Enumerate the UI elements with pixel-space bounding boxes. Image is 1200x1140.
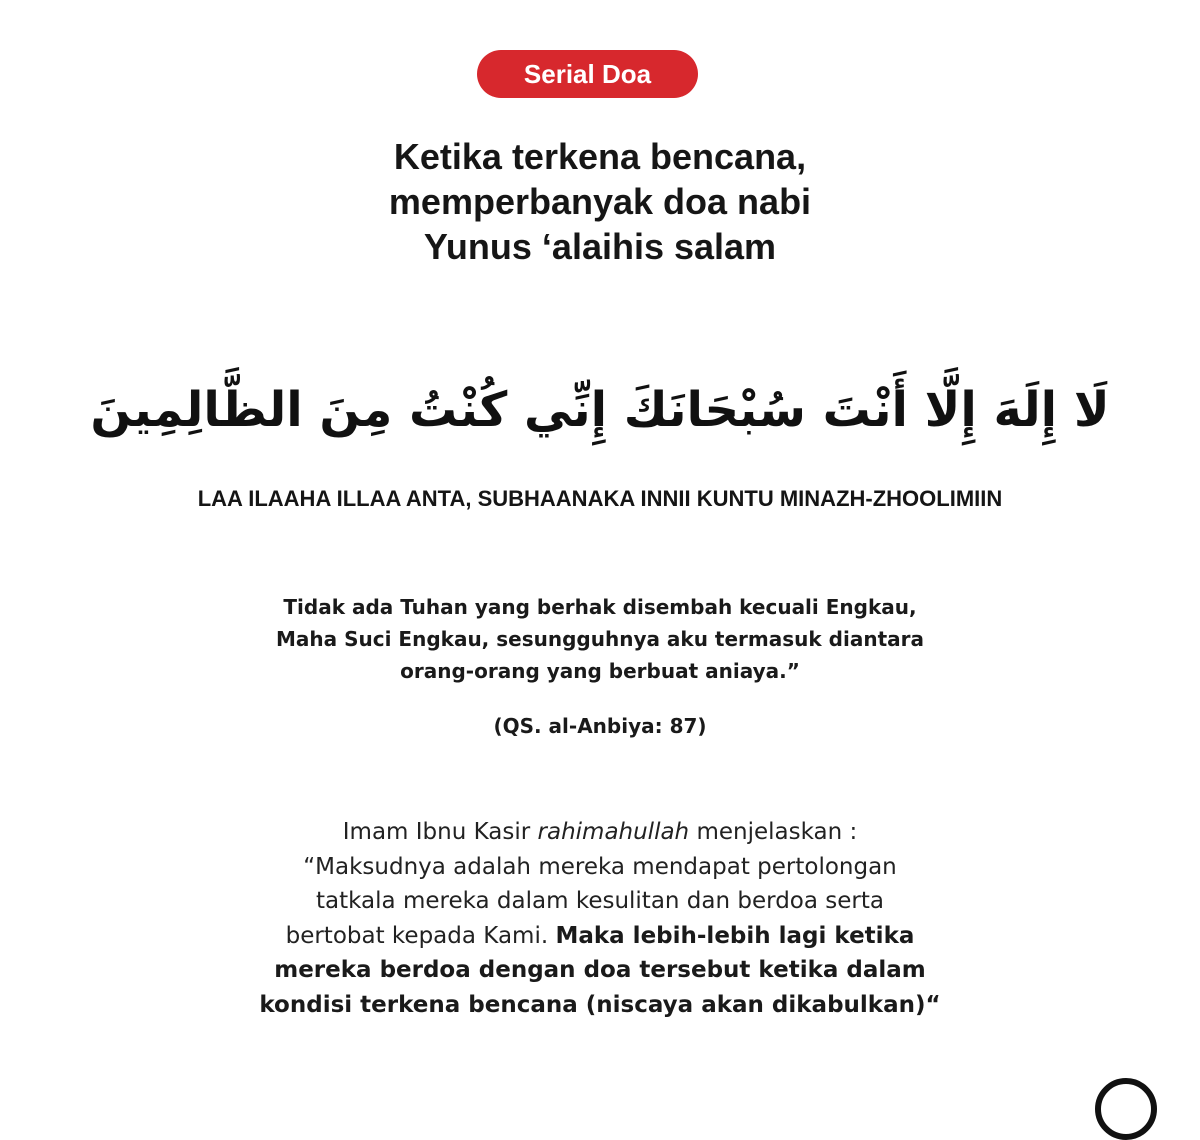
explanation-line-2: “Maksudnya adalah mereka mendapat pertolongan <box>303 853 897 880</box>
prayer-translation <box>200 591 1000 687</box>
tafsir-explanation <box>140 815 1060 1022</box>
explanation-line-1 <box>140 815 1060 850</box>
translation-line-3: orang-orang yang berbuat aniaya.” <box>400 659 800 683</box>
explanation-line-4 <box>140 919 1060 954</box>
series-badge: Serial Doa <box>477 50 698 98</box>
explanation-honorific: rahimahullah <box>537 819 690 845</box>
arabic-prayer-text: لَا إِلَهَ إِلَّا أَنْتَ سُبْحَانَكَ إِنِّي كُنْتُ مِنَ الظَّالِمِينَ <box>90 382 1110 438</box>
explanation-line-5: mereka berdoa dengan doa tersebut ketika dalam <box>274 957 926 983</box>
translation-line-2: Maha Suci Engkau, sesungguhnya aku termasuk diantara <box>276 627 924 651</box>
explanation-author: Imam Ibnu Kasir <box>342 819 538 845</box>
explanation-line-3: tatkala mereka dalam kesulitan dan berdoa serta <box>316 888 884 914</box>
prayer-transliteration: LAA ILAAHA ILLAA ANTA, SUBHAANAKA INNII KUNTU MINAZH-ZHOOLIMIIN <box>197 486 1003 511</box>
title-line-2: memperbanyak doa nabi <box>388 181 812 222</box>
explanation-line-6: kondisi terkena bencana (niscaya akan dikabulkan)“ <box>259 991 941 1018</box>
quran-reference: (QS. al-Anbiya: 87) <box>493 714 707 738</box>
explanation-line-4-bold: Maka lebih-lebih lagi ketika <box>555 922 915 949</box>
explanation-verb: menjelaskan : <box>689 819 858 845</box>
corner-circle-icon <box>1095 1078 1157 1140</box>
translation-line-1: Tidak ada Tuhan yang berhak disembah kecuali Engkau, <box>283 595 917 619</box>
title-line-1: Ketika terkena bencana, <box>393 136 807 177</box>
title-line-3: Yunus ‘alaihis salam <box>423 226 777 267</box>
page-title <box>150 134 1050 269</box>
explanation-line-4-regular: bertobat kepada Kami. <box>285 922 556 949</box>
